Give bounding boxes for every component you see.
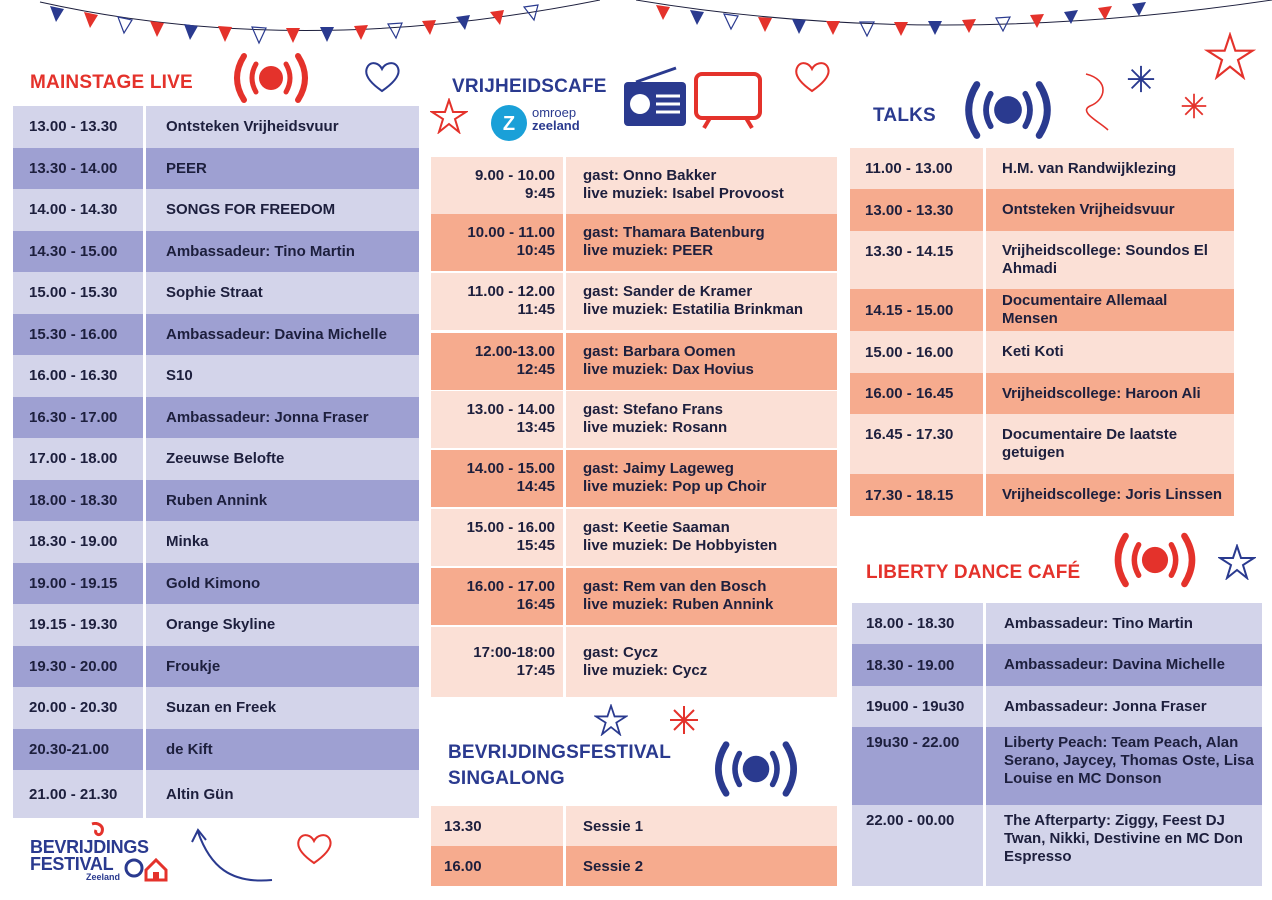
- table-row: [13, 272, 419, 314]
- time-cell: 13.30 - 14.15: [865, 243, 954, 260]
- act-cell: Vrijheidscollege: Soundos El Ahmadi: [983, 231, 1234, 289]
- time-cell: 15.30 - 16.00: [29, 325, 118, 343]
- broadcast-icon: [226, 50, 316, 106]
- talks-table: [850, 148, 1234, 516]
- table-row: [431, 214, 837, 271]
- mainstage-title: MAINSTAGE LIVE: [30, 72, 193, 93]
- table-row: [852, 727, 1262, 805]
- time-cell: 18.00 - 18.30: [29, 491, 118, 509]
- time-cell: 13.30: [444, 817, 482, 835]
- broadcast-icon: [956, 76, 1060, 144]
- table-row: [431, 846, 837, 886]
- talks-title: TALKS: [873, 105, 936, 126]
- act-cell: Orange Skyline: [143, 604, 419, 646]
- act-cell: Ambassadeur: Davina Michelle: [983, 644, 1262, 686]
- singalong-title-line1: BEVRIJDINGSFESTIVAL: [448, 742, 672, 763]
- table-row: [852, 603, 1262, 644]
- act-cell: Gold Kimono: [143, 563, 419, 605]
- act-cell: Ambassadeur: Tino Martin: [983, 603, 1262, 644]
- time-cell: 13.00 - 13.30: [865, 201, 954, 219]
- time-cell: 14.30 - 15.00: [29, 242, 118, 260]
- table-row: [850, 331, 1234, 373]
- table-row: [13, 729, 419, 771]
- act-cell: Ambassadeur: Jonna Fraser: [143, 397, 419, 439]
- zeeland-label: zeeland: [532, 118, 580, 133]
- time-cell: 11.00 - 13.00: [865, 160, 953, 177]
- table-row: [850, 474, 1234, 516]
- table-row: [13, 106, 419, 148]
- table-row: [13, 770, 419, 818]
- table-row: [852, 805, 1262, 886]
- tv-icon: [694, 72, 762, 130]
- logo-line1: BEVRIJDINGS: [30, 837, 149, 857]
- table-row: [13, 480, 419, 522]
- act-cell: Vrijheidscollege: Joris Linssen: [983, 474, 1234, 516]
- time-cell: 13.30 - 14.00: [29, 159, 118, 177]
- mainstage-table: [13, 106, 419, 818]
- act-cell: Ambassadeur: Davina Michelle: [143, 314, 419, 356]
- act-cell: Zeeuwse Belofte: [143, 438, 419, 480]
- table-row: [13, 397, 419, 439]
- act-cell: Froukje: [143, 646, 419, 688]
- time-cell: 14.00 - 15.00 14:45: [466, 460, 555, 496]
- time-cell: 21.00 - 21.30: [29, 785, 118, 803]
- act-cell: Minka: [143, 521, 419, 563]
- act-cell: Ontsteken Vrijheidsvuur: [983, 189, 1234, 231]
- time-cell: 16.30 - 17.00: [29, 408, 118, 426]
- table-row: [850, 414, 1234, 474]
- star-icon: [430, 98, 468, 134]
- table-row: [431, 157, 837, 214]
- star-icon: [594, 704, 628, 736]
- table-row: [431, 509, 837, 566]
- act-cell: de Kift: [143, 729, 419, 771]
- table-row: [850, 189, 1234, 231]
- time-cell: 17.00 - 18.00: [29, 450, 118, 468]
- logo-line2: FESTIVAL: [30, 854, 114, 874]
- table-row: [850, 373, 1234, 414]
- time-cell: 20.30-21.00: [29, 740, 110, 758]
- time-cell: 15.00 - 16.00 15:45: [466, 519, 555, 555]
- act-cell: Sessie 2: [563, 846, 837, 886]
- home-icon: [124, 856, 170, 882]
- table-row: [431, 333, 837, 390]
- singalong-table: [431, 806, 837, 886]
- liberty-table: [852, 603, 1262, 886]
- act-cell: gast: Keetie Saaman live muziek: De Hobbyisten: [563, 509, 837, 566]
- bunting-right-icon: [636, 0, 1272, 50]
- time-cell: 16.00 - 16.45: [865, 385, 954, 402]
- act-cell: Suzan en Freek: [143, 687, 419, 729]
- omroep-zeeland-logo: [490, 104, 530, 142]
- omroep-label: omroep: [532, 105, 577, 120]
- act-cell: The Afterparty: Ziggy, Feest DJ Twan, Nikki, Destivine en MC Don Espresso: [983, 805, 1262, 886]
- act-cell: SONGS FOR FREEDOM: [143, 189, 419, 231]
- table-row: [431, 806, 837, 846]
- heart-icon: [294, 832, 334, 866]
- table-row: [13, 314, 419, 356]
- time-cell: 10.00 - 11.00 10:45: [467, 224, 555, 260]
- table-row: [850, 289, 1234, 331]
- time-cell: 18.30 - 19.00: [29, 533, 118, 551]
- time-cell: 15.00 - 16.00: [865, 343, 954, 361]
- time-cell: 14.00 - 14.30: [29, 201, 118, 219]
- table-row: [13, 687, 419, 729]
- act-cell: Ambassadeur: Jonna Fraser: [983, 686, 1262, 727]
- table-row: [431, 450, 837, 507]
- time-cell: 20.00 - 20.30: [29, 699, 118, 717]
- act-cell: gast: Rem van den Bosch live muziek: Ruben Annink: [563, 568, 837, 625]
- act-cell: Vrijheidscollege: Haroon Ali: [983, 373, 1234, 414]
- time-cell: 16.00 - 16.30: [29, 367, 118, 385]
- act-cell: Keti Koti: [983, 331, 1234, 373]
- vrijheidscafe-title: VRIJHEIDSCAFE: [452, 76, 607, 97]
- table-row: [13, 438, 419, 480]
- act-cell: Documentaire Allemaal Mensen: [983, 289, 1234, 331]
- vrijheidscafe-table: [431, 157, 837, 697]
- act-cell: Sessie 1: [563, 806, 837, 846]
- table-row: [852, 686, 1262, 727]
- singalong-title-line2: SINGALONG: [448, 768, 565, 789]
- star-icon: [1204, 32, 1256, 80]
- time-cell: 13.00 - 14.00 13:45: [466, 401, 555, 437]
- time-cell: 16.45 - 17.30: [865, 426, 954, 443]
- table-row: [13, 231, 419, 273]
- swirl-icon: [1080, 70, 1114, 134]
- act-cell: Altin Gün: [143, 770, 419, 818]
- time-cell: 19u00 - 19u30: [866, 698, 965, 715]
- time-cell: 18.30 - 19.00: [866, 656, 955, 674]
- act-cell: Documentaire De laatste getuigen: [983, 414, 1234, 474]
- act-cell: Sophie Straat: [143, 272, 419, 314]
- radio-icon: [622, 66, 688, 128]
- act-cell: gast: Onno Bakker live muziek: Isabel Provoost: [563, 157, 837, 214]
- time-cell: 14.15 - 15.00: [865, 301, 954, 319]
- time-cell: 17:00-18:00 17:45: [473, 644, 555, 679]
- table-row: [13, 148, 419, 190]
- time-cell: 19.15 - 19.30: [29, 616, 118, 634]
- liberty-title: LIBERTY DANCE CAFÉ: [866, 562, 1081, 583]
- table-row: [431, 568, 837, 625]
- table-row: [852, 644, 1262, 686]
- table-row: [13, 604, 419, 646]
- time-cell: 11.00 - 12.00 11:45: [467, 283, 555, 319]
- time-cell: 13.00 - 13.30: [29, 118, 118, 136]
- act-cell: Liberty Peach: Team Peach, Alan Serano, Jaycey, Thomas Oste, Lisa Louise en MC Donson: [983, 727, 1262, 805]
- svg-text:Z: Z: [502, 113, 516, 135]
- act-cell: gast: Thamara Batenburg live muziek: PEER: [563, 214, 837, 271]
- act-cell: H.M. van Randwijklezing: [983, 148, 1234, 189]
- time-cell: 16.00 - 17.00 16:45: [466, 578, 555, 614]
- time-cell: 17.30 - 18.15: [865, 486, 954, 504]
- sparkle-icon: [668, 704, 700, 736]
- heart-icon: [362, 60, 402, 94]
- act-cell: gast: Jaimy Lageweg live muziek: Pop up Choir: [563, 450, 837, 507]
- table-row: [431, 627, 837, 697]
- act-cell: Ambassadeur: Tino Martin: [143, 231, 419, 273]
- star-icon: [1218, 544, 1256, 580]
- time-cell: 19.00 - 19.15: [29, 574, 118, 592]
- act-cell: gast: Barbara Oomen live muziek: Dax Hovius: [563, 333, 837, 390]
- table-row: [13, 189, 419, 231]
- table-row: [431, 273, 837, 330]
- time-cell: 19.30 - 20.00: [29, 657, 118, 675]
- table-row: [13, 563, 419, 605]
- table-row: [850, 231, 1234, 289]
- table-row: [13, 355, 419, 397]
- act-cell: gast: Stefano Frans live muziek: Rosann: [563, 391, 837, 448]
- sparkle-icon: [1126, 64, 1156, 94]
- act-cell: gast: Cycz live muziek: Cycz: [563, 627, 837, 697]
- heart-icon: [792, 60, 832, 94]
- act-cell: Ontsteken Vrijheidsvuur: [143, 106, 419, 148]
- table-row: [431, 391, 837, 448]
- arrow-icon: [190, 826, 280, 886]
- broadcast-icon: [1106, 528, 1204, 592]
- time-cell: 16.00: [444, 857, 482, 875]
- table-row: [13, 521, 419, 563]
- time-cell: 12.00-13.00 12:45: [474, 343, 555, 379]
- time-cell: 22.00 - 00.00: [866, 812, 955, 829]
- logo-sub: Zeeland: [86, 872, 121, 882]
- act-cell: Ruben Annink: [143, 480, 419, 522]
- act-cell: gast: Sander de Kramer live muziek: Estatilia Brinkman: [563, 273, 837, 330]
- sparkle-icon: [1180, 92, 1208, 120]
- time-cell: 15.00 - 15.30: [29, 284, 118, 302]
- act-cell: PEER: [143, 148, 419, 190]
- table-row: [850, 148, 1234, 189]
- time-cell: 19u30 - 22.00: [866, 734, 960, 751]
- time-cell: 9.00 - 10.00 9:45: [474, 167, 555, 203]
- act-cell: S10: [143, 355, 419, 397]
- broadcast-icon: [704, 738, 808, 800]
- time-cell: 18.00 - 18.30: [866, 615, 955, 632]
- table-row: [13, 646, 419, 688]
